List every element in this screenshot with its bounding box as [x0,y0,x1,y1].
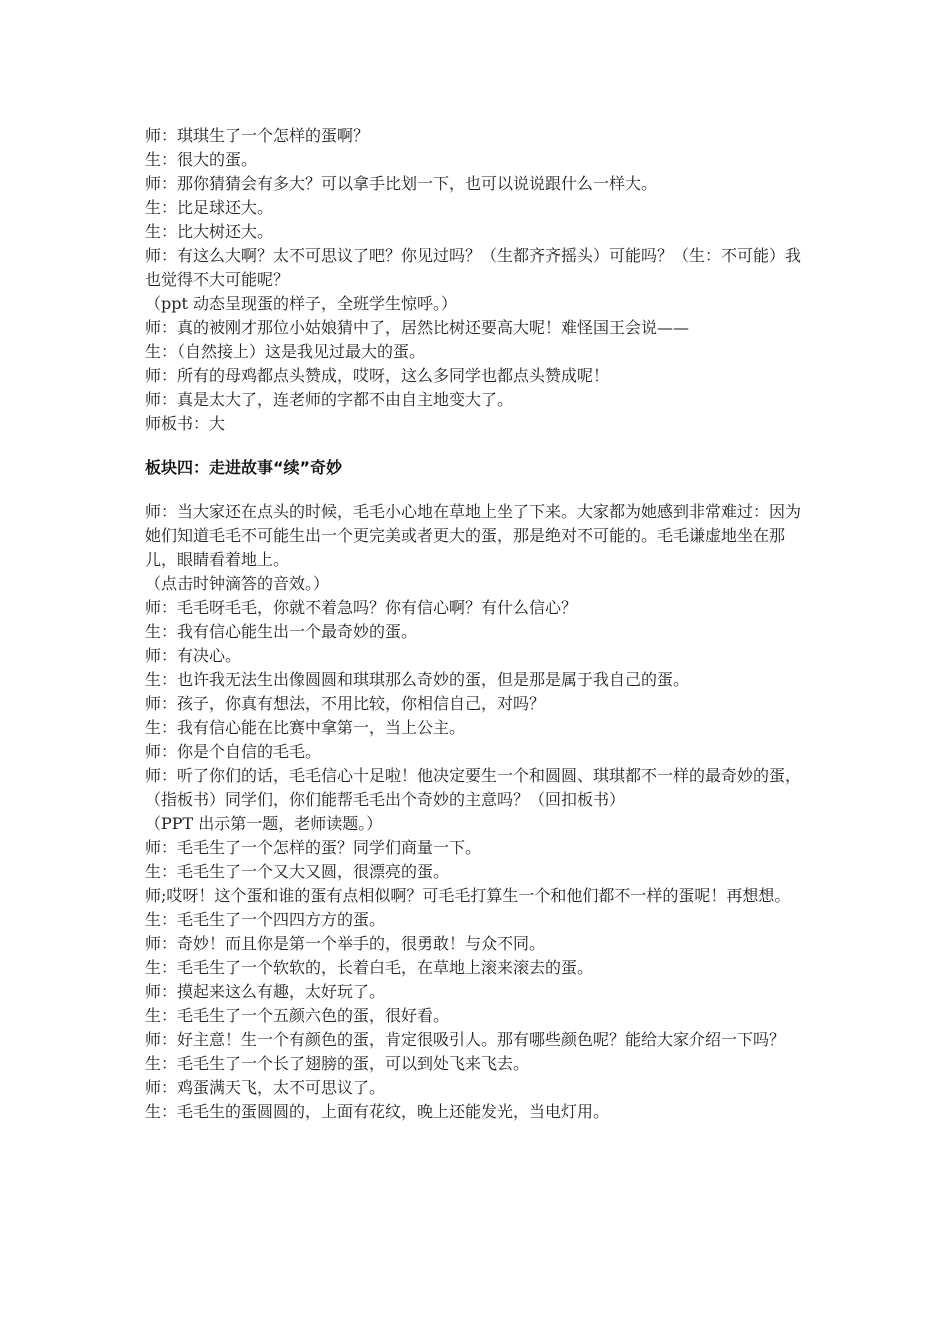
stage-direction: （PPT 出示第一题，老师读题。） [145,814,383,833]
dialogue-line: 师：你是个自信的毛毛。 [145,742,322,761]
dialogue-block-2 [145,500,810,1124]
dialogue-line: 师：琪琪生了一个怎样的蛋啊？ [145,126,370,145]
dialogue-line: 生：很大的蛋。 [145,150,258,169]
dialogue-line: 师：鸡蛋满天飞，太不可思议了。 [145,1078,386,1097]
spacer [145,436,810,456]
dialogue-line: 师：孩子，你真有想法，不用比较，你相信自己，对吗？ [145,694,546,713]
dialogue-line: 师：毛毛呀毛毛，你就不着急吗？你有信心啊？有什么信心？ [145,598,578,617]
dialogue-line: 生：毛毛生了一个软软的，长着白毛，在草地上滚来滚去的蛋。 [145,958,594,977]
dialogue-line: 师：那你猜猜会有多大？可以拿手比划一下，也可以说说跟什么一样大。 [145,174,658,193]
stage-direction: （ppt 动态呈现蛋的样子，全班学生惊呼。） [145,294,458,313]
dialogue-line: 师：所有的母鸡都点头赞成，哎呀，这么多同学也都点头赞成呢！ [145,366,610,385]
dialogue-line: 师：听了你们的话，毛毛信心十足啦！他决定要生一个和圆圆、琪琪都不一样的最奇妙的蛋，（指板书）同学们，你们能帮毛毛出个奇妙的主意吗？（回扣板书） [145,766,802,809]
dialogue-line: 生：（自然接上）这是我见过最大的蛋。 [145,342,426,361]
dialogue-line: 生：比大树还大。 [145,222,274,241]
dialogue-line: 师;哎呀！这个蛋和谁的蛋有点相似啊？可毛毛打算生一个和他们都不一样的蛋呢！再想想。 [145,886,791,905]
dialogue-line: 师：奇妙！而且你是第一个举手的，很勇敢！与众不同。 [145,934,546,953]
dialogue-line: 师：真的被刚才那位小姑娘猜中了，居然比树还要高大呢！难怪国王会说—— [145,318,690,337]
narration-paragraph: 师：当大家还在点头的时候，毛毛小心地在草地上坐了下来。大家都为她感到非常难过：因为她们知道毛毛不可能生出一个更完美或者更大的蛋，那是绝对不可能的。毛毛谦虚地坐在那儿，眼睛看着地上。 [145,502,802,569]
dialogue-line: 生：毛毛生了一个五颜六色的蛋，很好看。 [145,1006,450,1025]
blackboard-note: 师板书：大 [145,414,226,433]
dialogue-line: 生：我有信心能在比赛中拿第一，当上公主。 [145,718,466,737]
dialogue-line: 师：毛毛生了一个怎样的蛋？同学们商量一下。 [145,838,482,857]
dialogue-line: 师：有决心。 [145,646,242,665]
section-heading: 板块四：走进故事“续”奇妙 [145,458,343,477]
dialogue-line: 生：我有信心能生出一个最奇妙的蛋。 [145,622,418,641]
dialogue-line: 师：摸起来这么有趣，太好玩了。 [145,982,386,1001]
dialogue-line: 师：真是太大了，连老师的字都不由自主地变大了。 [145,390,514,409]
dialogue-line: 生：毛毛生了一个长了翅膀的蛋，可以到处飞来飞去。 [145,1054,530,1073]
dialogue-line: 生：也许我无法生出像圆圆和琪琪那么奇妙的蛋，但是那是属于我自己的蛋。 [145,670,690,689]
dialogue-line: 生：比足球还大。 [145,198,274,217]
dialogue-block-1 [145,124,810,436]
dialogue-line: 生：毛毛生的蛋圆圆的，上面有花纹，晚上还能发光，当电灯用。 [145,1102,610,1121]
dialogue-line: 生：毛毛生了一个又大又圆，很漂亮的蛋。 [145,862,450,881]
dialogue-line: 生：毛毛生了一个四四方方的蛋。 [145,910,386,929]
stage-direction: （点击时钟滴答的音效。） [145,574,330,593]
dialogue-line: 师：有这么大啊？太不可思议了吧？你见过吗？（生都齐齐摇头）可能吗？（生：不可能）我也觉得不大可能呢？ [145,246,802,289]
dialogue-line: 师：好主意！生一个有颜色的蛋，肯定很吸引人。那有哪些颜色呢？能给大家介绍一下吗？ [145,1030,786,1049]
spacer [145,480,810,500]
lesson-transcript [145,124,810,1124]
